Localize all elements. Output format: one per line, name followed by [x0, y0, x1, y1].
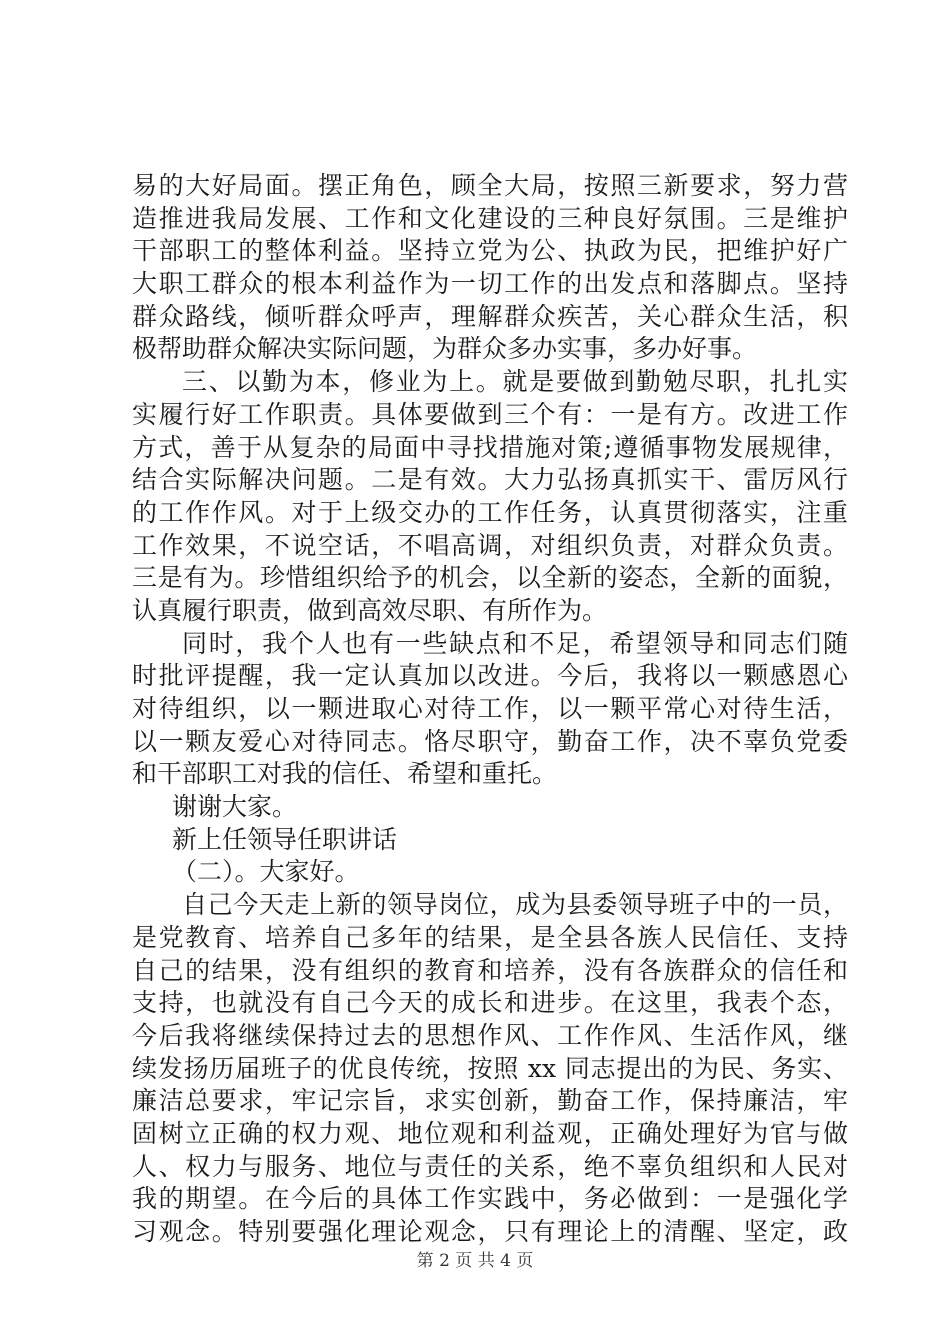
page-footer — [0, 1246, 950, 1271]
text-line: 三、以勤为本，修业为上。就是要做到勤勉尽职，扎扎实 — [182, 367, 848, 397]
text-line: 同时，我个人也有一些缺点和不足，希望领导和同志们随 — [182, 628, 848, 658]
text-line: 群众路线，倾听群众呼声，理解群众疾苦，关心群众生活，积 — [132, 301, 848, 331]
text-line: 的工作作风。对于上级交办的工作任务，认真贯彻落实，注重 — [132, 497, 848, 527]
text-line: 自己的结果，没有组织的教育和培养，没有各族群众的信任和 — [132, 955, 848, 985]
text-line: 易的大好局面。摆正角色，顾全大局，按照三新要求，努力营 — [132, 171, 848, 200]
text-line: （二）。大家好。 — [172, 857, 360, 887]
text-line: 续发扬历届班子的优良传统，按照 xx 同志提出的为民、务实、 — [132, 1053, 848, 1083]
text-line: 极帮助群众解决实际问题，为群众多办实事，多办好事。 — [132, 334, 758, 364]
text-line: 工作效果，不说空话，不唱高调，对组织负责，对群众负责。 — [132, 530, 848, 560]
text-line: 时批评提醒，我一定认真加以改进。今后，我将以一颗感恩心 — [132, 661, 848, 691]
text-line: 造推进我局发展、工作和文化建设的三种良好氛围。三是维护 — [132, 203, 848, 233]
text-line: 和干部职工对我的信任、希望和重托。 — [132, 759, 558, 789]
text-line: 自己今天走上新的领导岗位，成为县委领导班子中的一员， — [182, 890, 848, 920]
text-line: 对待组织，以一颗进取心对待工作，以一颗平常心对待生活， — [132, 694, 848, 723]
text-line: 实履行好工作职责。具体要做到三个有：一是有方。改进工作 — [132, 399, 848, 429]
text-line: 谢谢大家。 — [172, 792, 298, 822]
text-line: 以一颗友爱心对待同志。恪尽职守，勤奋工作，决不辜负党委 — [132, 726, 848, 756]
text-line: 固树立正确的权力观、地位观和利益观，正确处理好为官与做 — [132, 1118, 848, 1148]
document-body — [132, 170, 848, 1249]
page-number-label: 第 2 页 共 4 页 — [416, 1251, 534, 1271]
text-line: 大职工群众的根本利益作为一切工作的出发点和落脚点。坚持 — [132, 269, 848, 299]
text-line: 是党教育、培养自己多年的结果，是全县各族人民信任、支持 — [132, 922, 848, 952]
text-line: 廉洁总要求，牢记宗旨，求实创新，勤奋工作，保持廉洁，牢 — [132, 1086, 848, 1116]
text-line: 人、权力与服务、地位与责任的关系，绝不辜负组织和人民对 — [132, 1151, 848, 1181]
text-line: 干部职工的整体利益。坚持立党为公、执政为民，把维护好广 — [132, 236, 848, 266]
text-line: 结合实际解决问题。二是有效。大力弘扬真抓实干、雷厉风行 — [132, 465, 848, 495]
text-line: 今后我将继续保持过去的思想作风、工作作风、生活作风，继 — [132, 1020, 848, 1050]
text-line: 认真履行职责，做到高效尽职、有所作为。 — [132, 595, 608, 625]
text-line: 支持，也就没有自己今天的成长和进步。在这里，我表个态， — [132, 988, 848, 1018]
text-line: 新上任领导任职讲话 — [172, 824, 398, 854]
text-line: 方式，善于从复杂的局面中寻找措施对策;遵循事物发展规律， — [132, 432, 848, 462]
text-line: 三是有为。珍惜组织给予的机会，以全新的姿态，全新的面貌， — [132, 563, 848, 593]
text-line: 习观念。特别要强化理论观念，只有理论上的清醒、坚定，政 — [132, 1217, 848, 1246]
text-line: 我的期望。在今后的具体工作实践中，务必做到：一是强化学 — [132, 1184, 848, 1214]
